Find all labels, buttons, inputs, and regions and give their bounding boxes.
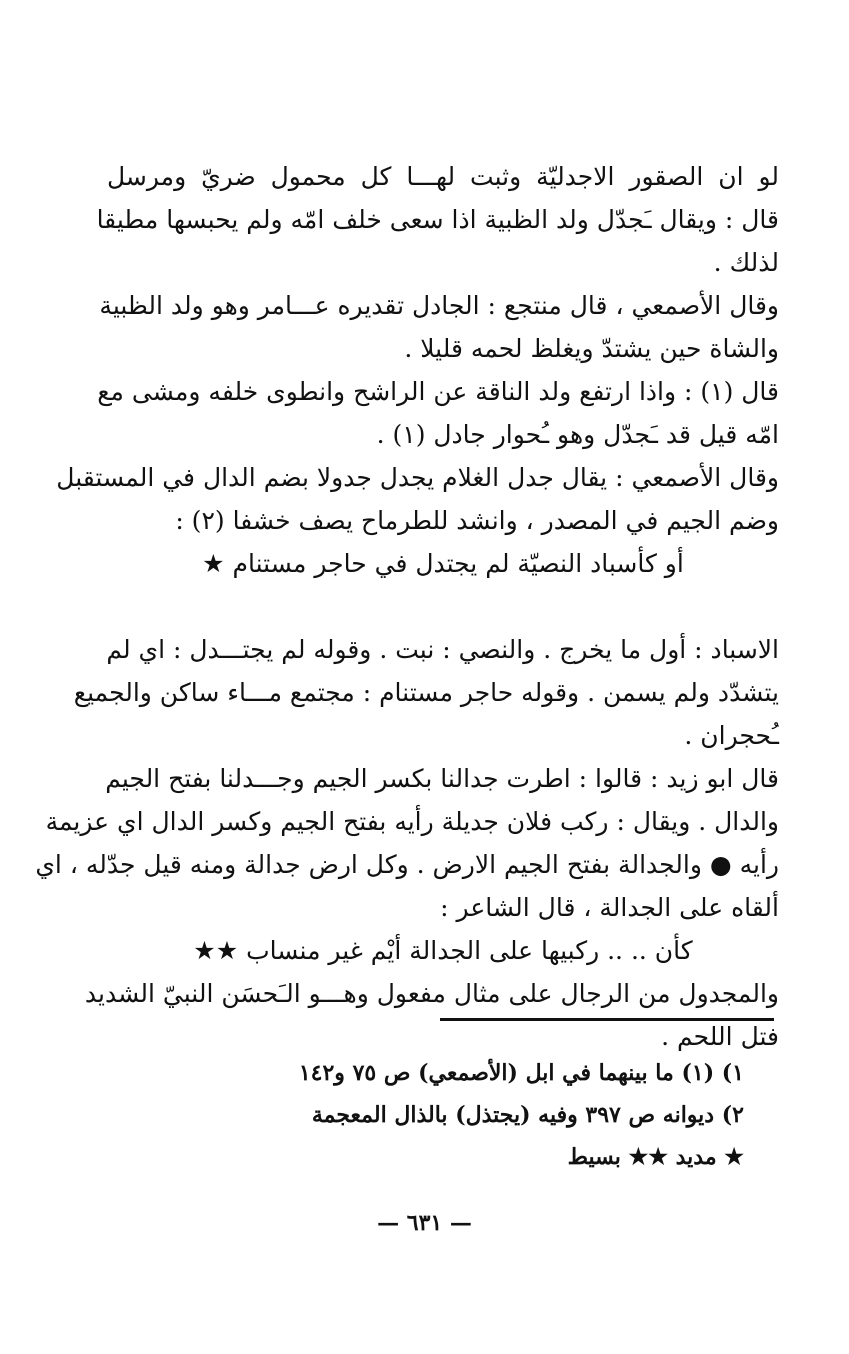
- verse-line: كأن .. .. ركبيها على الجدالة أيْم غير منساب ★★: [193, 936, 693, 965]
- text-line: ألقاه على الجدالة ، قال الشاعر :: [440, 893, 779, 922]
- verse-line: أو كأسباد النصيّة لم يجتدل في حاجر مستنام ★: [202, 549, 684, 578]
- text-line: وضم الجيم في المصدر ، وانشد للطرماح يصف خشفا (٢) :: [175, 506, 779, 535]
- text-line: يتشدّد ولم يسمن . وقوله حاجر مستنام : مجتمع مـــاء ساكن والجميع: [73, 678, 779, 707]
- text-line: فتل اللحم .: [661, 1022, 779, 1051]
- footnote-divider: [440, 1018, 774, 1021]
- footnote-item: ٢) ديوانه ص ٣٩٧ وفيه (يجتذل) بالذال المعجمة: [311, 1102, 744, 1128]
- text-line: ـُحجران .: [684, 721, 779, 750]
- footnotes-block: [224, 1052, 744, 1178]
- text-line: قال ابو زيد : قالوا : اطرت جدالنا بكسر الجيم وجـــدلنا بفتح الجيم: [105, 764, 779, 793]
- text-line: والشاة حين يشتدّ ويغلظ لحمه قليلا .: [404, 334, 779, 363]
- main-text-block: [35, 155, 779, 1058]
- text-line: قال : ويقال ـَجدّل ولد الظبية اذا سعى خلف امّه ولم يحبسها مطيقا: [96, 205, 779, 234]
- text-line: وقال الأصمعي ، قال منتجع : الجادل تقديره عـــامر وهو ولد الظبية: [99, 291, 779, 320]
- text-line: لذلك .: [713, 248, 779, 277]
- text-line: امّه قيل قد ـَجدّل وهو ـُحوار جادل (١) .: [376, 420, 779, 449]
- text-line: وقال الأصمعي : يقال جدل الغلام يجدل جدولا بضم الدال في المستقبل: [56, 463, 779, 492]
- text-line: رأيه ● والجدالة بفتح الجيم الارض . وكل ارض جدالة ومنه قيل جدّله ، اي: [35, 850, 779, 879]
- blank-line: [107, 585, 779, 628]
- text-line: والمجدول من الرجال على مثال مفعول وهـــو الـَحسَن النبيّ الشديد: [84, 979, 779, 1008]
- page-number: — ٦٣١ —: [377, 1210, 472, 1236]
- text-line: لو ان الصقور الاجدليّة وثبت لهـــا كل محمول ضريّ ومرسل: [107, 162, 779, 191]
- text-line: الاسباد : أول ما يخرج . والنصي : نبت . وقوله لم يجتـــدل : اي لم: [106, 635, 779, 664]
- footnote-item: ★ مديد ★★ بسيط: [567, 1144, 744, 1170]
- footnote-item: ١) (١) ما بينهما في ابل (الأصمعي) ص ٧٥ و١٤٢: [298, 1060, 744, 1086]
- text-line: قال (١) : واذا ارتفع ولد الناقة عن الراشح وانطوى خلفه ومشى مع: [97, 377, 779, 406]
- text-line: والدال . ويقال : ركب فلان جديلة رأيه بفتح الجيم وكسر الدال اي عزيمة: [45, 807, 779, 836]
